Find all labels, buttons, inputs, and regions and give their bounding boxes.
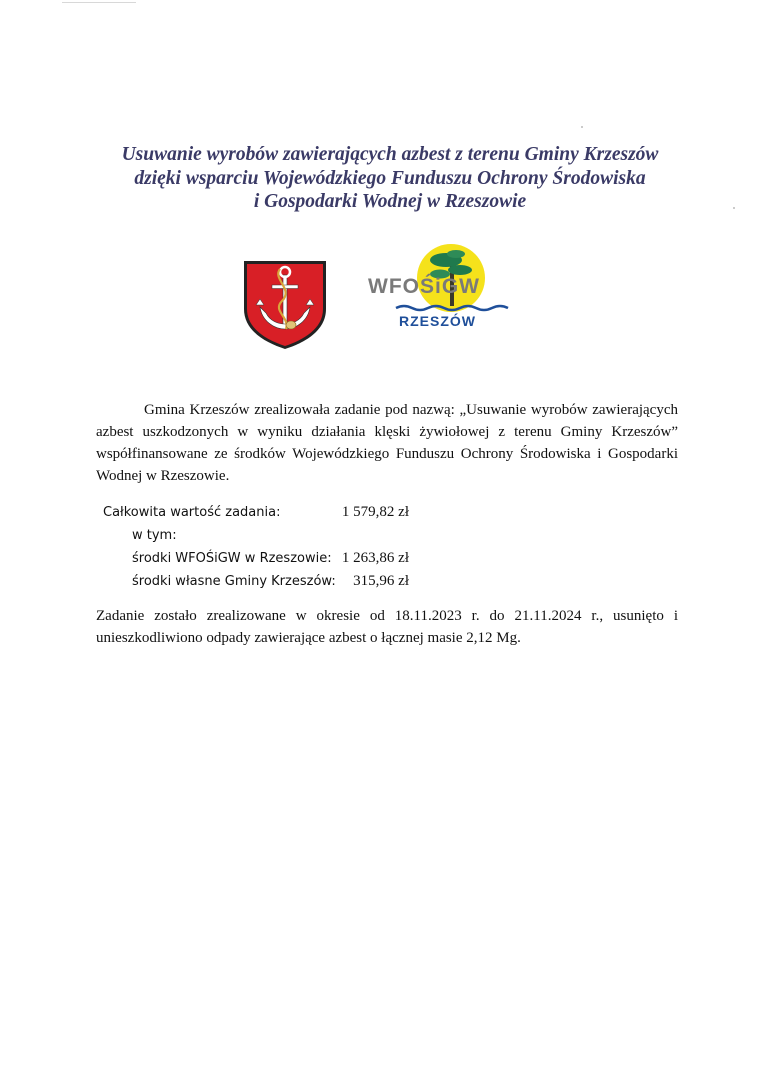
scan-speck [733, 207, 735, 209]
krzeszow-coat-of-arms-icon [242, 259, 328, 351]
title-line: dzięki wsparciu Wojewódzkiego Funduszu Ochrony Środowiska [134, 167, 646, 189]
cost-label: Całkowita wartość zadania: [103, 505, 281, 520]
cost-breakdown [103, 501, 433, 593]
cost-row-own [103, 570, 433, 593]
title-line: i Gospodarki Wodnej w Rzeszowie [253, 191, 527, 212]
cost-label: środki własne Gminy Krzeszów: [132, 574, 336, 589]
cost-label: w tym: [132, 528, 177, 543]
cost-label: środki WFOŚiGW w Rzeszowie: [132, 551, 332, 566]
page-title [60, 143, 720, 214]
scan-edge-mark [62, 2, 136, 3]
cost-value: 1 579,82 zł [341, 504, 409, 520]
wfosigw-logo [366, 244, 524, 332]
cost-row-including [103, 524, 433, 547]
wfosigw-wordmark: WFOŚiGW [368, 275, 480, 298]
summary-paragraph: Zadanie zostało zrealizowane w okresie od 18.11.2023 r. do 21.11.2024 r., usunięto i unieszkodliwiono odpady zawierające azbest o łącznej masie 2,12 Mg. [96, 608, 678, 646]
title-line: Usuwanie wyrobów zawierających azbest z terenu Gminy Krzeszów [121, 144, 659, 165]
cost-value: 1 263,86 zł [341, 550, 409, 566]
scan-speck [581, 126, 583, 128]
cost-row-wfos [103, 547, 433, 570]
wfosigw-city: RZESZÓW [399, 313, 476, 329]
intro-paragraph: Gmina Krzeszów zrealizowała zadanie pod nazwą: „Usuwanie wyrobów zawierających azbest uszkodzonych w wyniku działania klęski żywiołowej z terenu Gminy Krzeszów” współfinansowane ze środków Wojewódzkiego Funduszu Ochrony Środowiska i Gospodarki Wodnej w Rzeszowie. [96, 402, 678, 484]
cost-row-total [103, 501, 433, 524]
cost-value: 315,96 zł [353, 573, 409, 589]
